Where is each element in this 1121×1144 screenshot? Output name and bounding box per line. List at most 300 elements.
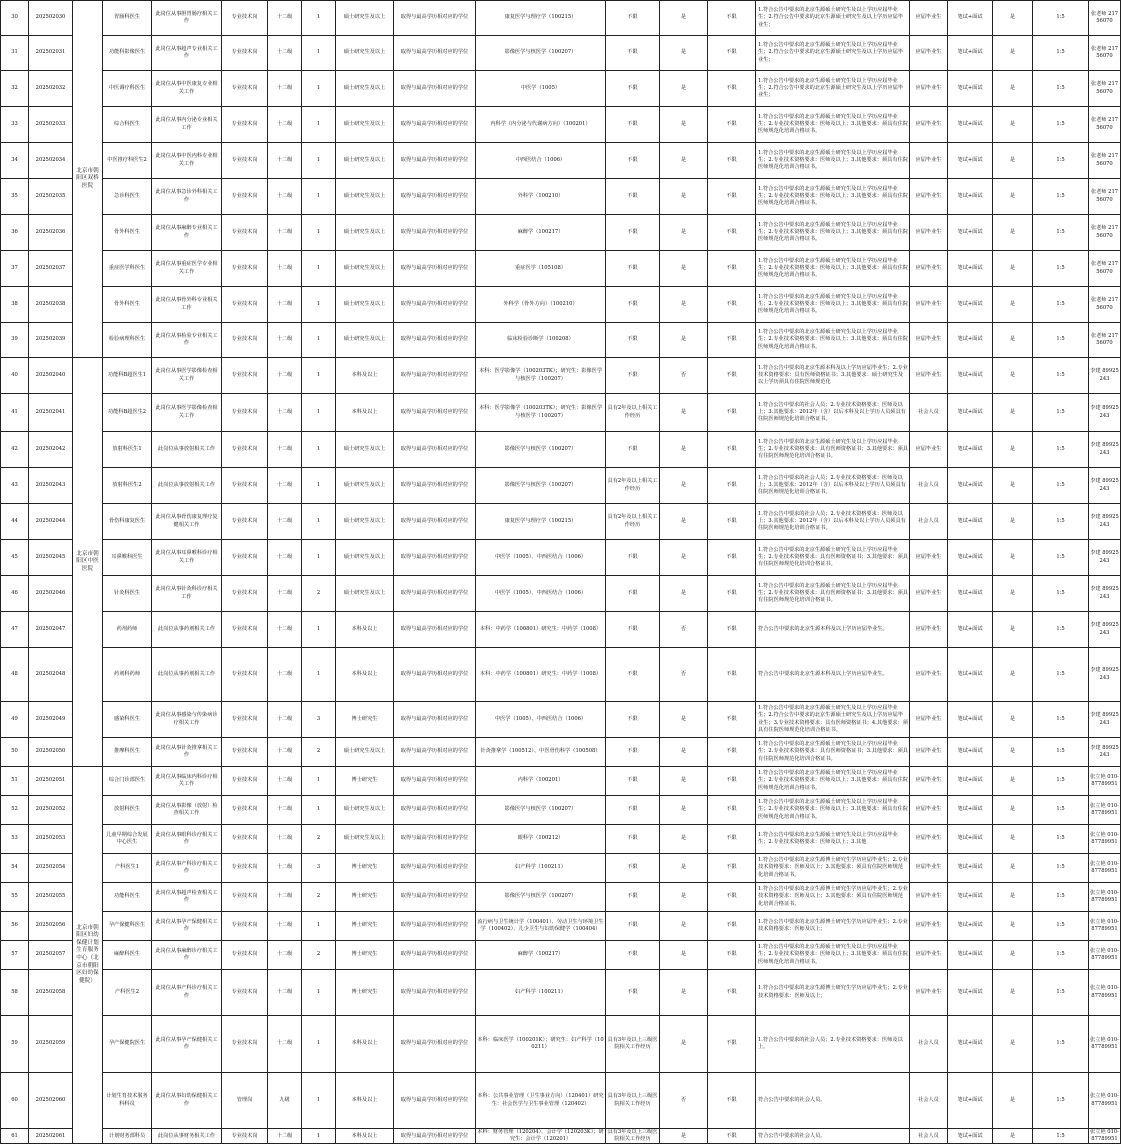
experience-cell: 具有2年及以上相关工作经历 (606, 468, 660, 504)
ratio-cell: 1:5 (1033, 825, 1089, 854)
experience-cell: 不限 (606, 107, 660, 143)
table-row (1, 738, 1121, 767)
ratio-cell: 1:5 (1033, 358, 1089, 394)
degree-cell: 取得与最高学历相对应的学位 (394, 912, 476, 941)
edu-cell: 博士研究生 (336, 702, 394, 738)
code-cell: 202502046 (29, 576, 73, 612)
count-cell: 1 (302, 767, 336, 796)
target-cell: 应届毕业生 (910, 796, 948, 825)
experience-cell: 不限 (606, 323, 660, 358)
post-cell: 胃肠科医生 (103, 1, 152, 36)
contact-cell: 张立艳 010-87789951 (1089, 854, 1121, 883)
code-cell: 202502057 (29, 941, 73, 970)
code-cell: 202502053 (29, 825, 73, 854)
target-cell: 应届毕业生 (910, 767, 948, 796)
pro-test-cell: 是 (660, 1129, 708, 1144)
requirements-cell: 符合公告中要求的社会人员。 (756, 1129, 910, 1144)
degree-cell: 取得与最高学历相对应的学位 (394, 825, 476, 854)
ratio-flag-cell: 是 (993, 287, 1033, 323)
code-cell: 202502048 (29, 648, 73, 702)
post-cell: 骨伤科康复医生 (103, 504, 152, 540)
other-cell: 不限 (708, 912, 756, 941)
contact-cell: 张老师 21756070 (1089, 251, 1121, 287)
other-cell: 不限 (708, 825, 756, 854)
level-cell: 九级 (268, 1073, 302, 1129)
other-cell: 不限 (708, 143, 756, 179)
major-cell: 本科：医学影像学（100203TK）；研究生：影像医学与核医学（100207） (476, 358, 606, 394)
desc-cell: 此岗位从事医学影像检查相关工作 (152, 394, 222, 432)
other-cell: 不限 (708, 107, 756, 143)
count-cell: 1 (302, 71, 336, 107)
target-cell: 社会人员 (910, 1016, 948, 1073)
experience-cell: 不限 (606, 36, 660, 71)
no-cell: 42 (1, 432, 29, 468)
ratio-cell: 1:5 (1033, 179, 1089, 215)
requirements-cell: 1.符合公告中要求的北京生源硕士研究生及以上学历应届毕业生；2.专业技术资格要求：医师及以上；3.其他要求：须具有住院医师规范化培训合格证书。 (756, 287, 910, 323)
desc-cell: 此岗位从事急诊外科相关工作 (152, 179, 222, 215)
exam-cell: 笔试+面试 (948, 825, 993, 854)
post-cell: 急诊科医生 (103, 179, 152, 215)
desc-cell: 此岗位从事放射相关工作 (152, 468, 222, 504)
ratio-cell: 1:5 (1033, 107, 1089, 143)
count-cell: 1 (302, 970, 336, 1016)
table-row (1, 883, 1121, 912)
degree-cell: 取得与最高学历相对应的学位 (394, 1016, 476, 1073)
experience-cell: 不限 (606, 702, 660, 738)
requirements-cell: 1.符合公告中要求的北京生源博士研究生学历应届毕业生；2.专业技术资格要求：医师及以上；3.其他要求：须具有住院医师规范化培训合格证书。 (756, 883, 910, 912)
target-cell: 应届毕业生 (910, 576, 948, 612)
level-cell: 十二级 (268, 883, 302, 912)
degree-cell: 取得与最高学历相对应的学位 (394, 1129, 476, 1144)
ratio-cell: 1:5 (1033, 912, 1089, 941)
pro-test-cell: 是 (660, 912, 708, 941)
desc-cell: 此岗位从事麻醉专业相关工作 (152, 215, 222, 251)
desc-cell: 此岗位从事麻醉诊疗相关工作 (152, 941, 222, 970)
desc-cell: 此岗位从事胆胃肠疗相关工作 (152, 1, 222, 36)
pro-test-cell: 是 (660, 540, 708, 576)
degree-cell: 取得与最高学历相对应的学位 (394, 251, 476, 287)
ratio-flag-cell: 是 (993, 970, 1033, 1016)
table-row (1, 912, 1121, 941)
edu-cell: 博士研究生 (336, 883, 394, 912)
level-cell: 十二级 (268, 432, 302, 468)
ratio-flag-cell: 是 (993, 540, 1033, 576)
degree-cell: 取得与最高学历相对应的学位 (394, 970, 476, 1016)
level-cell: 十二级 (268, 323, 302, 358)
code-cell: 202502040 (29, 358, 73, 394)
pro-test-cell: 是 (660, 576, 708, 612)
code-cell: 202502044 (29, 504, 73, 540)
table-row (1, 394, 1121, 432)
degree-cell: 取得与最高学历相对应的学位 (394, 287, 476, 323)
other-cell: 不限 (708, 1, 756, 36)
exam-cell: 笔试+面试 (948, 1073, 993, 1129)
level-cell: 十二级 (268, 825, 302, 854)
other-cell: 不限 (708, 251, 756, 287)
other-cell: 不限 (708, 970, 756, 1016)
ratio-flag-cell: 是 (993, 1, 1033, 36)
degree-cell: 取得与最高学历相对应的学位 (394, 71, 476, 107)
requirements-cell: 1.符合公告中要求的社会人员；2.专业技术资格要求：医师及以上；3.其他要求：2012年（含）以后本科及以上学历人员须具有住院医师规范化培训合格证书。 (756, 504, 910, 540)
table-row (1, 1016, 1121, 1073)
contact-cell: 张立艳 010-87789951 (1089, 883, 1121, 912)
target-cell: 应届毕业生 (910, 540, 948, 576)
level-cell: 十二级 (268, 287, 302, 323)
post-cell: 骨外科医生 (103, 215, 152, 251)
ratio-flag-cell: 是 (993, 648, 1033, 702)
target-cell: 应届毕业生 (910, 323, 948, 358)
count-cell: 3 (302, 854, 336, 883)
requirements-cell: 1.符合公告中要求的北京生源硕士研究生及以上学历应届毕业生；2.专业技术资格要求：医师及以上；3.其他要求：须具有住院医师规范化培训合格证书。 (756, 251, 910, 287)
exam-cell: 笔试+面试 (948, 1, 993, 36)
pro-test-cell: 否 (660, 358, 708, 394)
major-cell: 中医学（1005） (476, 71, 606, 107)
ratio-flag-cell: 是 (993, 883, 1033, 912)
other-cell: 不限 (708, 179, 756, 215)
degree-cell: 取得与最高学历相对应的学位 (394, 323, 476, 358)
exam-cell: 笔试+面试 (948, 323, 993, 358)
table-row (1, 970, 1121, 1016)
major-cell: 本科：中药学（100801）研究生：中药学（1008） (476, 612, 606, 648)
count-cell: 1 (302, 143, 336, 179)
post-cell: 孕产保健院医生 (103, 1016, 152, 1073)
category-cell: 专业技术岗 (222, 143, 268, 179)
edu-cell: 本科及以上 (336, 358, 394, 394)
level-cell: 十二级 (268, 394, 302, 432)
pro-test-cell: 否 (660, 612, 708, 648)
ratio-flag-cell: 是 (993, 1073, 1033, 1129)
count-cell: 1 (302, 648, 336, 702)
edu-cell: 硕士研究生及以上 (336, 251, 394, 287)
major-cell: 影像医学与核医学（100207） (476, 36, 606, 71)
category-cell: 专业技术岗 (222, 970, 268, 1016)
category-cell: 专业技术岗 (222, 215, 268, 251)
edu-cell: 硕士研究生及以上 (336, 738, 394, 767)
desc-cell: 此岗位从事内分泌专业相关工作 (152, 107, 222, 143)
exam-cell: 笔试+面试 (948, 912, 993, 941)
degree-cell: 取得与最高学历相对应的学位 (394, 738, 476, 767)
other-cell: 不限 (708, 883, 756, 912)
code-cell: 202502049 (29, 702, 73, 738)
experience-cell: 具有2年及以上相关工作经历 (606, 394, 660, 432)
level-cell: 十二级 (268, 576, 302, 612)
post-cell: 功能科B超医生2 (103, 394, 152, 432)
major-cell: 本科：医学影像学（100203TK）；研究生：影像医学与核医学（100207） (476, 394, 606, 432)
count-cell: 1 (302, 432, 336, 468)
code-cell: 202502052 (29, 796, 73, 825)
table-row (1, 504, 1121, 540)
category-cell: 专业技术岗 (222, 358, 268, 394)
contact-cell: 张老师 21756070 (1089, 143, 1121, 179)
requirements-cell: 1.符合公告中要求的北京生源硕士研究生及以上学历应届毕业生；2.专业技术资格要求：医师及以上；3.其他要求：须具有住院医师规范化培训合格证书。 (756, 941, 910, 970)
table-row (1, 1129, 1121, 1144)
experience-cell: 不限 (606, 767, 660, 796)
no-cell: 59 (1, 1016, 29, 1073)
contact-cell: 张老师 21756070 (1089, 179, 1121, 215)
edu-cell: 本科及以上 (336, 612, 394, 648)
requirements-cell: 1.符合公告中要求的北京生源硕士研究生及以上学历应届毕业生；2.专业技术资格要求：医师及以上；3.其他要求：须具有住院医师规范化培训合格证书。 (756, 143, 910, 179)
experience-cell: 不限 (606, 287, 660, 323)
target-cell: 应届毕业生 (910, 432, 948, 468)
major-cell: 康复医学与理疗学（100215） (476, 504, 606, 540)
level-cell: 十二级 (268, 796, 302, 825)
other-cell: 不限 (708, 504, 756, 540)
org-name-cell: 北京市朝阳区双桥医院 (73, 1, 103, 358)
contact-cell: 张立艳 010-87789951 (1089, 970, 1121, 1016)
code-cell: 202502036 (29, 215, 73, 251)
target-cell: 应届毕业生 (910, 702, 948, 738)
exam-cell: 笔试+面试 (948, 394, 993, 432)
requirements-cell: 1.符合公告中要求的北京生源硕士研究生及以上学历应届毕业生；2.符合公告中要求的北京生源硕士研究生及以上学历应届毕业生；3.专业技术资格要求：具有医师资格证书；4.其他要求：须具有住院医师规范化培训合格证书。 (756, 702, 910, 738)
code-cell: 202502037 (29, 251, 73, 287)
count-cell: 1 (302, 1016, 336, 1073)
no-cell: 48 (1, 648, 29, 702)
pro-test-cell: 是 (660, 1, 708, 36)
contact-cell: 李建 89925243 (1089, 358, 1121, 394)
degree-cell: 取得与最高学历相对应的学位 (394, 941, 476, 970)
pro-test-cell: 是 (660, 883, 708, 912)
code-cell: 202502042 (29, 432, 73, 468)
table-row (1, 540, 1121, 576)
ratio-flag-cell: 是 (993, 251, 1033, 287)
major-cell: 麻醉学（100217） (476, 941, 606, 970)
target-cell: 应届毕业生 (910, 179, 948, 215)
other-cell: 不限 (708, 702, 756, 738)
degree-cell: 取得与最高学历相对应的学位 (394, 612, 476, 648)
category-cell: 专业技术岗 (222, 540, 268, 576)
ratio-flag-cell: 是 (993, 215, 1033, 251)
edu-cell: 硕士研究生及以上 (336, 540, 394, 576)
post-cell: 儿童早期综合发展中心医生 (103, 825, 152, 854)
category-cell: 专业技术岗 (222, 883, 268, 912)
pro-test-cell: 是 (660, 71, 708, 107)
ratio-cell: 1:5 (1033, 394, 1089, 432)
target-cell: 应届毕业生 (910, 825, 948, 854)
desc-cell: 此岗位从事针灸推拿相关工作 (152, 738, 222, 767)
degree-cell: 取得与最高学历相对应的学位 (394, 504, 476, 540)
level-cell: 十二级 (268, 970, 302, 1016)
count-cell: 1 (302, 468, 336, 504)
no-cell: 44 (1, 504, 29, 540)
edu-cell: 硕士研究生及以上 (336, 1, 394, 36)
pro-test-cell: 是 (660, 215, 708, 251)
contact-cell: 张立艳 010-87789951 (1089, 767, 1121, 796)
contact-cell: 张立艳 010-87789951 (1090, 1129, 1119, 1143)
ratio-cell: 1:5 (1033, 767, 1089, 796)
major-cell: 眼科学（100212） (476, 825, 606, 854)
category-cell: 专业技术岗 (222, 71, 268, 107)
post-cell: 骨外科医生 (103, 287, 152, 323)
requirements-cell: 1.符合公告中要求的北京生源硕士研究生及以上学历应届毕业生；2.专业技术资格要求：医师及以上；3.其他要求：须具有住院医师规范化培训合格证书。 (756, 179, 910, 215)
exam-cell: 笔试+面试 (948, 612, 993, 648)
target-cell: 应届毕业生 (910, 287, 948, 323)
pro-test-cell: 是 (660, 796, 708, 825)
pro-test-cell: 是 (660, 854, 708, 883)
table-row (1, 358, 1121, 394)
target-cell: 社会人员 (910, 1129, 948, 1144)
major-cell: 内科学（100201） (476, 767, 606, 796)
major-cell: 本科：中药学（100801）研究生：中药学（1008） (476, 648, 606, 702)
no-cell: 58 (1, 970, 29, 1016)
other-cell: 不限 (708, 576, 756, 612)
ratio-flag-cell: 是 (993, 394, 1033, 432)
major-cell: 妇产科学（100211） (476, 854, 606, 883)
contact-cell: 张立艳 010-87789951 (1089, 912, 1121, 941)
contact-cell: 李建 89925243 (1089, 738, 1121, 767)
ratio-cell: 1:5 (1033, 1, 1089, 36)
post-cell: 放射科医生 (103, 796, 152, 825)
major-cell: 麻醉学（100217） (476, 215, 606, 251)
ratio-cell: 1:5 (1033, 468, 1089, 504)
level-cell: 十二级 (268, 1, 302, 36)
exam-cell: 笔试+面试 (948, 767, 993, 796)
post-cell: 产科医生2 (103, 970, 152, 1016)
code-cell: 202502039 (29, 323, 73, 358)
target-cell: 应届毕业生 (910, 107, 948, 143)
category-cell: 专业技术岗 (222, 612, 268, 648)
table-row (1, 71, 1121, 107)
level-cell: 十二级 (268, 468, 302, 504)
table-row (1, 648, 1121, 702)
degree-cell: 取得与最高学历相对应的学位 (394, 883, 476, 912)
edu-cell: 硕士研究生及以上 (336, 71, 394, 107)
exam-cell: 笔试+面试 (948, 883, 993, 912)
ratio-cell: 1:5 (1033, 1016, 1089, 1073)
requirements-cell: 1.符合公告中要求的北京生源硕士研究生及以上学历应届毕业生；2.专业技术资格要求：医师及以上；3.其他 (756, 825, 910, 854)
target-cell: 应届毕业生 (910, 883, 948, 912)
ratio-cell: 1:5 (1033, 854, 1089, 883)
ratio-flag-cell: 是 (993, 323, 1033, 358)
ratio-flag-cell: 是 (993, 504, 1033, 540)
desc-cell: 此岗位从事财务相关工作 (152, 1129, 222, 1144)
contact-cell: 张老师 21756070 (1089, 1, 1121, 36)
edu-cell: 博士研究生 (336, 854, 394, 883)
other-cell: 不限 (708, 287, 756, 323)
code-cell: 202502041 (29, 394, 73, 432)
experience-cell: 不限 (606, 912, 660, 941)
requirements-cell: 1.符合公告中要求的北京生源硕士研究生及以上学历应届毕业生；2.专业技术资格要求：医师及以上；3.其他要求：须具有住院医师规范化培训合格证书。 (756, 107, 910, 143)
table-row (1, 143, 1121, 179)
exam-cell: 笔试+面试 (948, 970, 993, 1016)
level-cell: 十二级 (268, 738, 302, 767)
post-cell: 孕产保健科医生 (103, 912, 152, 941)
major-cell: 外科学（100210） (476, 179, 606, 215)
requirements-cell: 1.符合公告中要求的北京生源硕士研究生及以上学历应届毕业生；2.专业技术资格要求：医师及以上；3.其他要求：须具有住院医师规范化培训合格证书。 (756, 767, 910, 796)
requirements-cell: 1.符合公告中要求的北京生源博士研究生学历应届毕业生；2.专业技术资格要求：医师及以上； (756, 912, 910, 941)
contact-cell: 李建 89925243 (1089, 576, 1121, 612)
desc-cell: 此岗位从事重症医学专业相关工作 (152, 251, 222, 287)
ratio-cell: 1:5 (1033, 1073, 1089, 1129)
category-cell: 专业技术岗 (222, 648, 268, 702)
ratio-flag-cell: 是 (993, 468, 1033, 504)
table-row (1, 702, 1121, 738)
code-cell: 202502031 (29, 36, 73, 71)
category-cell: 专业技术岗 (222, 796, 268, 825)
ratio-cell: 1:5 (1033, 323, 1089, 358)
level-cell: 十二级 (268, 702, 302, 738)
table-row (1, 1073, 1121, 1129)
level-cell: 十二级 (268, 179, 302, 215)
experience-cell: 不限 (606, 143, 660, 179)
count-cell: 1 (302, 912, 336, 941)
major-cell: 康复医学与理疗学（100215） (476, 1, 606, 36)
target-cell: 应届毕业生 (910, 36, 948, 71)
no-cell: 45 (1, 540, 29, 576)
exam-cell: 笔试+面试 (948, 36, 993, 71)
target-cell: 社会人员 (910, 468, 948, 504)
contact-cell: 张立艳 010-87789951 (1089, 1016, 1121, 1073)
other-cell: 不限 (708, 468, 756, 504)
edu-cell: 硕士研究生及以上 (336, 323, 394, 358)
degree-cell: 取得与最高学历相对应的学位 (394, 1, 476, 36)
level-cell: 十二级 (268, 504, 302, 540)
requirements-cell: 1.符合公告中要求的北京生源博士研究生学历应届毕业生；2.专业技术资格要求：医师及以上；3.其他要求：须具有住院医师规范化培训合格证书。 (756, 854, 910, 883)
major-cell: 本科：公共事业管理（卫生事业方向）（120401）研究生：社会医学与卫生事业管理（120402） (476, 1073, 606, 1129)
edu-cell: 本科及以上 (336, 1073, 394, 1129)
degree-cell: 取得与最高学历相对应的学位 (394, 576, 476, 612)
degree-cell: 取得与最高学历相对应的学位 (394, 796, 476, 825)
degree-cell: 取得与最高学历相对应的学位 (394, 143, 476, 179)
level-cell: 十二级 (268, 540, 302, 576)
experience-cell: 不限 (606, 796, 660, 825)
post-cell: 放射科医生2 (103, 468, 152, 504)
exam-cell: 笔试+面试 (948, 251, 993, 287)
no-cell: 47 (1, 612, 29, 648)
category-cell: 专业技术岗 (222, 1129, 268, 1144)
category-cell: 专业技术岗 (222, 107, 268, 143)
major-cell: 本科：临床医学（100201K）；研究生：妇产科学（100211） (476, 1016, 606, 1073)
edu-cell: 本科及以上 (336, 648, 394, 702)
contact-cell: 张老师 21756070 (1089, 107, 1121, 143)
requirements-cell: 1.符合公告中要求的北京生源硕士研究生及以上学历应届毕业生；2.符合公告中要求的北京生源硕士研究生及以上学历应届毕业生； (756, 71, 910, 107)
code-cell: 202502050 (29, 738, 73, 767)
level-cell: 十二级 (268, 767, 302, 796)
target-cell: 应届毕业生 (910, 854, 948, 883)
ratio-cell: 1:5 (1033, 71, 1089, 107)
experience-cell: 不限 (606, 179, 660, 215)
code-cell: 202502043 (29, 468, 73, 504)
edu-cell: 博士研究生 (336, 970, 394, 1016)
ratio-cell: 1:5 (1033, 143, 1089, 179)
count-cell: 1 (302, 796, 336, 825)
code-cell: 202502030 (29, 1, 73, 36)
ratio-cell: 1:5 (1033, 287, 1089, 323)
category-cell: 专业技术岗 (222, 825, 268, 854)
org-name-cell: 北京市朝阳区妇幼保健计划生育服务中心（北京市朝阳区妇幼保健院） (73, 767, 103, 1144)
contact-cell: 张立艳 010-87789951 (1089, 1073, 1121, 1129)
requirements-cell: 1.符合公告中要求的北京生源硕士研究生及以上学历应届毕业生；2.符合公告中要求的北京生源硕士研究生及以上学历应届毕业生； (756, 1, 910, 36)
edu-cell: 本科及以上 (336, 394, 394, 432)
degree-cell: 取得与最高学历相对应的学位 (394, 648, 476, 702)
post-cell: 综合门诊部医生 (103, 767, 152, 796)
desc-cell: 此岗位从事超声专业相关工作 (152, 36, 222, 71)
edu-cell: 硕士研究生及以上 (336, 432, 394, 468)
desc-cell: 此岗位从事超声检查相关工作 (152, 883, 222, 912)
contact-cell: 李建 89925243 (1089, 612, 1121, 648)
major-cell: 影像医学与核医学（100207） (476, 432, 606, 468)
level-cell: 十二级 (268, 612, 302, 648)
ratio-cell: 1:5 (1033, 576, 1089, 612)
exam-cell: 笔试+面试 (948, 358, 993, 394)
count-cell: 1 (302, 323, 336, 358)
code-cell: 202502060 (29, 1073, 73, 1129)
ratio-cell: 1:5 (1033, 1129, 1089, 1144)
pro-test-cell: 是 (660, 970, 708, 1016)
no-cell: 52 (1, 796, 29, 825)
no-cell: 60 (1, 1073, 29, 1129)
ratio-flag-cell: 是 (993, 612, 1033, 648)
category-cell: 专业技术岗 (222, 1, 268, 36)
